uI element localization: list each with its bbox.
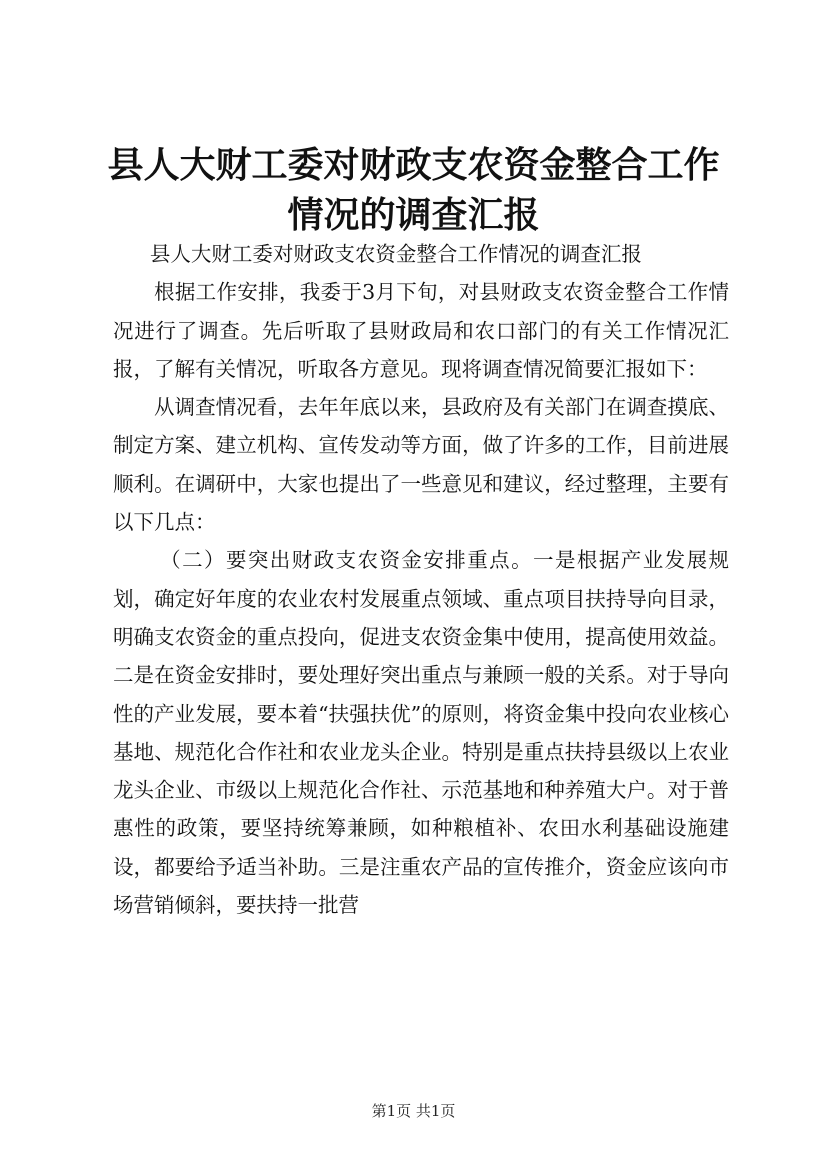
paragraph-overview: 从调查情况看，去年年底以来，县政府及有关部门在调查摸底、制定方案、建立机构、宣传发动等方面，做了许多的工作，目前进展顺利。在调研中，大家也提出了一些意见和建议，经过整理，主要有以下几点： [113, 395, 729, 535]
page-number-footer: 第1页 共1页 [371, 1102, 456, 1120]
document-title: 县人大财工委对财政支农资金整合工作情况的调查汇报 [107, 144, 720, 236]
document-subtitle: 县人大财工委对财政支农资金整合工作情况的调查汇报 [149, 242, 642, 266]
document-body [113, 235, 729, 924]
paragraph-intro: 根据工作安排，我委于3月下旬，对县财政支农资金整合工作情况进行了调查。先后听取了县财政局和农口部门的有关工作情况汇报，了解有关情况，听取各方意见。现将调查情况简要汇报如下： [113, 280, 729, 381]
paragraph-item-2: （二）要突出财政支农资金安排重点。一是根据产业发展规划，确定好年度的农业农村发展重点领域、重点项目扶持导向目录，明确支农资金的重点投向，促进支农资金集中使用，提高使用效益。二是在资金安排时，要处理好突出重点与兼顾一般的关系。对于导向性的产业发展，要本着“扶强扶优”的原则，将资金集中投向农业核心基地、规范化合作社和农业龙头企业。特别是重点扶持县级以上农业龙头企业、市级以上规范化合作社、示范基地和种养殖大户。对于普惠性的政策，要坚持统筹兼顾，如种粮植补、农田水利基础设施建设，都要给予适当补助。三是注重农产品的宣传推介，资金应该向市场营销倾斜，要扶持一批营 [113, 548, 729, 918]
